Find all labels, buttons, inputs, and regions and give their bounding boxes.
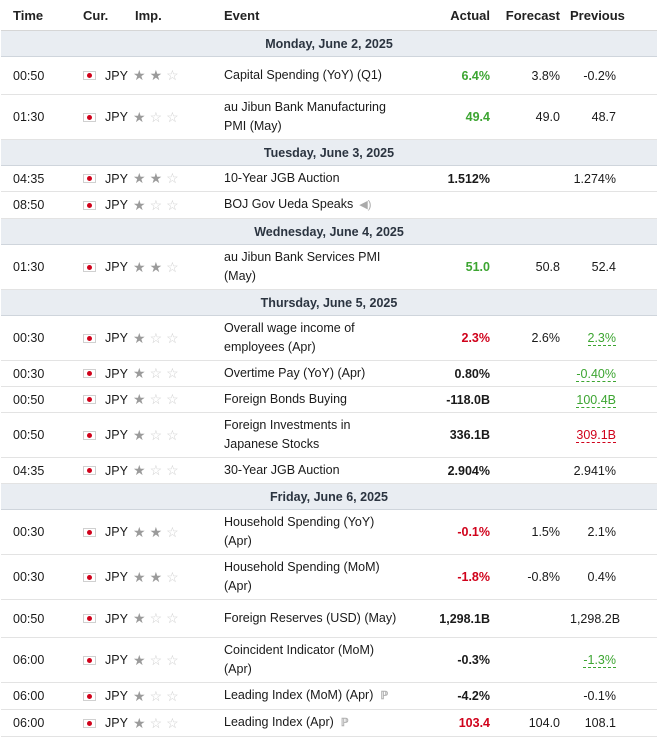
header-actual[interactable]: Actual xyxy=(402,0,498,31)
previous-cell xyxy=(570,413,657,458)
actual-value: 49.4 xyxy=(402,95,498,140)
importance-stars xyxy=(133,638,224,683)
forecast-value: 2.6% xyxy=(498,316,570,361)
currency-cell xyxy=(69,683,133,710)
forecast-value xyxy=(498,387,570,413)
star-empty-icon: ☆ xyxy=(166,67,183,83)
currency xyxy=(69,464,133,478)
japan-flag-icon xyxy=(83,614,96,623)
actual-value: 0.80% xyxy=(402,361,498,387)
currency xyxy=(69,198,133,212)
previous-value: 2.941% xyxy=(573,463,616,478)
day-header-label: Friday, June 6, 2025 xyxy=(1,484,657,510)
event-row[interactable] xyxy=(1,458,657,484)
header-currency[interactable]: Cur. xyxy=(69,0,133,31)
japan-flag-icon xyxy=(83,573,96,582)
event-row[interactable] xyxy=(1,710,657,737)
event-row[interactable] xyxy=(1,361,657,387)
header-forecast[interactable]: Forecast xyxy=(498,0,570,31)
actual-value: 6.4% xyxy=(402,57,498,95)
previous-value: -0.1% xyxy=(583,689,616,703)
currency-cell xyxy=(69,57,133,95)
actual-value: -118.0B xyxy=(402,387,498,413)
importance-stars xyxy=(133,166,224,192)
forecast-value: 1.5% xyxy=(498,510,570,555)
actual-value: 1,298.1B xyxy=(402,600,498,638)
forecast-value xyxy=(498,166,570,192)
header-row xyxy=(1,0,657,31)
event-row[interactable] xyxy=(1,95,657,140)
actual-value: 336.1B xyxy=(402,413,498,458)
currency xyxy=(69,428,133,442)
star-filled-icon: ★ xyxy=(133,610,150,626)
header-event[interactable]: Event xyxy=(224,0,402,31)
forecast-value xyxy=(498,638,570,683)
event-title[interactable]: 30-Year JGB Auction xyxy=(224,463,340,477)
currency-code: JPY xyxy=(105,653,128,667)
event-title[interactable]: Overall wage income of employees (Apr) xyxy=(224,321,355,354)
actual-value: 51.0 xyxy=(402,245,498,290)
previous-cell xyxy=(570,683,657,710)
day-header-row xyxy=(1,219,657,245)
event-name[interactable] xyxy=(224,387,402,413)
star-filled-icon: ★ xyxy=(149,523,167,540)
event-name[interactable] xyxy=(224,413,402,458)
actual-value: 2.904% xyxy=(402,458,498,484)
event-name[interactable] xyxy=(224,57,402,95)
event-row[interactable] xyxy=(1,683,657,710)
star-empty-icon: ☆ xyxy=(166,714,183,731)
currency-code: JPY xyxy=(105,331,128,345)
currency-code: JPY xyxy=(105,366,128,381)
star-empty-icon: ☆ xyxy=(166,462,183,478)
day-header-row xyxy=(1,140,657,166)
japan-flag-icon xyxy=(83,201,96,210)
japan-flag-icon xyxy=(83,71,96,80)
event-name[interactable] xyxy=(224,316,402,361)
japan-flag-icon xyxy=(83,431,96,440)
previous-cell xyxy=(570,166,657,192)
currency xyxy=(69,525,133,539)
currency xyxy=(69,172,133,186)
currency-cell xyxy=(69,192,133,219)
currency-cell xyxy=(69,413,133,458)
event-name[interactable] xyxy=(224,245,402,290)
japan-flag-icon xyxy=(83,692,96,701)
star-filled-icon: ★ xyxy=(133,67,150,83)
currency xyxy=(69,367,133,381)
importance-stars xyxy=(133,683,224,710)
star-filled-icon: ★ xyxy=(133,258,150,275)
previous-cell xyxy=(570,458,657,484)
event-time: 08:50 xyxy=(1,192,69,219)
event-row[interactable] xyxy=(1,166,657,192)
event-title[interactable]: au Jibun Bank Manufacturing PMI (May) xyxy=(224,100,386,133)
actual-value xyxy=(402,192,498,219)
currency-cell xyxy=(69,600,133,638)
currency-code: JPY xyxy=(105,525,128,539)
currency-cell xyxy=(69,458,133,484)
star-filled-icon: ★ xyxy=(133,568,150,585)
currency xyxy=(69,653,133,667)
forecast-value xyxy=(498,361,570,387)
currency xyxy=(69,570,133,584)
forecast-value: 104.0 xyxy=(498,710,570,737)
event-title[interactable]: BOJ Gov Ueda Speaks xyxy=(224,197,354,211)
japan-flag-icon xyxy=(83,395,96,404)
previous-cell xyxy=(570,600,657,638)
importance-stars xyxy=(133,95,224,140)
star-empty-icon: ☆ xyxy=(166,170,183,186)
currency-code: JPY xyxy=(105,110,128,124)
event-row[interactable] xyxy=(1,510,657,555)
previous-value[interactable]: 2.3% xyxy=(587,331,616,345)
day-header-label: Thursday, June 5, 2025 xyxy=(1,290,657,316)
star-filled-icon: ★ xyxy=(133,329,150,346)
previous-value: 2.1% xyxy=(587,525,616,539)
currency-code: JPY xyxy=(105,716,128,730)
star-filled-icon: ★ xyxy=(133,687,150,704)
importance-stars xyxy=(133,710,224,737)
importance-stars xyxy=(133,413,224,458)
importance-stars xyxy=(133,387,224,413)
importance-stars xyxy=(133,600,224,638)
star-filled-icon: ★ xyxy=(133,196,150,213)
previous-cell xyxy=(570,57,657,95)
star-empty-icon: ☆ xyxy=(149,462,167,478)
event-time: 06:00 xyxy=(1,683,69,710)
forecast-value xyxy=(498,458,570,484)
star-filled-icon: ★ xyxy=(149,258,167,275)
event-title[interactable]: au Jibun Bank Services PMI (May) xyxy=(224,250,381,283)
star-empty-icon: ☆ xyxy=(166,426,183,443)
importance-stars xyxy=(133,458,224,484)
currency xyxy=(69,612,133,626)
currency xyxy=(69,716,133,730)
star-filled-icon: ★ xyxy=(149,67,167,83)
currency-cell xyxy=(69,95,133,140)
previous-value: 108.1 xyxy=(584,716,616,730)
importance-stars xyxy=(133,555,224,600)
event-name[interactable] xyxy=(224,95,402,140)
star-empty-icon: ☆ xyxy=(149,108,167,125)
currency xyxy=(69,689,133,703)
event-name[interactable] xyxy=(224,683,402,710)
previous-cell xyxy=(570,510,657,555)
speaker-icon: ◀) xyxy=(359,199,372,211)
currency xyxy=(69,110,133,124)
currency-cell xyxy=(69,710,133,737)
event-time: 00:30 xyxy=(1,361,69,387)
actual-value: 2.3% xyxy=(402,316,498,361)
event-name[interactable] xyxy=(224,710,402,737)
actual-value: 1.512% xyxy=(402,166,498,192)
forecast-value: 49.0 xyxy=(498,95,570,140)
event-title[interactable]: Capital Spending (YoY) (Q1) xyxy=(224,68,382,82)
previous-value: 48.7 xyxy=(591,110,616,124)
event-name[interactable] xyxy=(224,510,402,555)
event-row[interactable] xyxy=(1,638,657,683)
currency-code: JPY xyxy=(105,570,128,584)
event-title[interactable]: Leading Index (Apr) xyxy=(224,715,334,729)
currency-cell xyxy=(69,245,133,290)
currency-code: JPY xyxy=(105,171,128,186)
importance-stars xyxy=(133,192,224,219)
japan-flag-icon xyxy=(83,528,96,537)
event-time: 00:50 xyxy=(1,600,69,638)
currency xyxy=(69,69,133,83)
forecast-value: -0.8% xyxy=(498,555,570,600)
star-filled-icon: ★ xyxy=(133,462,150,478)
previous-value: -0.2% xyxy=(583,68,616,83)
preliminary-icon: ℙ xyxy=(340,717,349,729)
importance-stars xyxy=(133,245,224,290)
event-time: 04:35 xyxy=(1,458,69,484)
day-header-label: Wednesday, June 4, 2025 xyxy=(1,219,657,245)
japan-flag-icon xyxy=(83,263,96,272)
forecast-value xyxy=(498,413,570,458)
forecast-value xyxy=(498,683,570,710)
event-time: 06:00 xyxy=(1,710,69,737)
currency-code: JPY xyxy=(105,198,128,212)
previous-value[interactable]: -1.3% xyxy=(583,653,616,667)
star-empty-icon: ☆ xyxy=(166,651,183,668)
currency xyxy=(69,393,133,407)
event-row[interactable] xyxy=(1,600,657,638)
star-empty-icon: ☆ xyxy=(166,391,183,407)
star-filled-icon: ★ xyxy=(149,170,167,186)
currency-code: JPY xyxy=(105,463,128,478)
event-row[interactable] xyxy=(1,555,657,600)
previous-value: 1.274% xyxy=(573,171,616,186)
event-row[interactable] xyxy=(1,57,657,95)
forecast-value xyxy=(498,192,570,219)
actual-value: 103.4 xyxy=(402,710,498,737)
event-time: 01:30 xyxy=(1,245,69,290)
event-title[interactable]: Household Spending (YoY) (Apr) xyxy=(224,515,375,548)
previous-value[interactable]: 309.1B xyxy=(576,428,616,442)
actual-value: -1.8% xyxy=(402,555,498,600)
event-name[interactable] xyxy=(224,555,402,600)
importance-stars xyxy=(133,316,224,361)
event-title[interactable]: Leading Index (MoM) (Apr) xyxy=(224,688,374,702)
japan-flag-icon xyxy=(83,113,96,122)
star-empty-icon: ☆ xyxy=(166,523,183,540)
event-row[interactable] xyxy=(1,192,657,219)
forecast-value: 50.8 xyxy=(498,245,570,290)
previous-value[interactable]: -0.40% xyxy=(576,366,616,381)
importance-stars xyxy=(133,510,224,555)
event-time: 06:00 xyxy=(1,638,69,683)
previous-cell xyxy=(570,361,657,387)
star-empty-icon: ☆ xyxy=(149,365,167,381)
previous-cell xyxy=(570,316,657,361)
star-empty-icon: ☆ xyxy=(166,365,183,381)
day-header-label: Monday, June 2, 2025 xyxy=(1,31,657,57)
event-name[interactable] xyxy=(224,361,402,387)
event-name[interactable] xyxy=(224,638,402,683)
japan-flag-icon xyxy=(83,369,96,378)
star-empty-icon: ☆ xyxy=(166,196,183,213)
header-time[interactable]: Time xyxy=(1,0,69,31)
day-header-row xyxy=(1,290,657,316)
event-name[interactable] xyxy=(224,192,402,219)
actual-value: -4.2% xyxy=(402,683,498,710)
economic-calendar-table xyxy=(1,0,657,737)
star-filled-icon: ★ xyxy=(133,714,150,731)
event-row[interactable] xyxy=(1,387,657,413)
previous-cell xyxy=(570,245,657,290)
star-empty-icon: ☆ xyxy=(149,391,167,407)
day-header-label: Tuesday, June 3, 2025 xyxy=(1,140,657,166)
previous-cell xyxy=(570,387,657,413)
currency-cell xyxy=(69,316,133,361)
star-empty-icon: ☆ xyxy=(149,610,167,626)
star-filled-icon: ★ xyxy=(133,108,150,125)
star-empty-icon: ☆ xyxy=(166,687,183,704)
currency-code: JPY xyxy=(105,260,128,274)
forecast-value xyxy=(498,600,570,638)
event-title[interactable]: Coincident Indicator (MoM) (Apr) xyxy=(224,643,375,676)
star-empty-icon: ☆ xyxy=(166,329,183,346)
event-row[interactable] xyxy=(1,316,657,361)
importance-stars xyxy=(133,361,224,387)
event-row[interactable] xyxy=(1,245,657,290)
importance-stars xyxy=(133,57,224,95)
currency-code: JPY xyxy=(105,611,128,626)
currency xyxy=(69,331,133,345)
day-header-row xyxy=(1,31,657,57)
previous-value[interactable]: 100.4B xyxy=(576,392,616,407)
event-title[interactable]: Foreign Bonds Buying xyxy=(224,392,347,406)
star-filled-icon: ★ xyxy=(133,523,150,540)
forecast-value: 3.8% xyxy=(498,57,570,95)
header-importance[interactable]: Imp. xyxy=(133,0,224,31)
previous-value: 0.4% xyxy=(587,570,616,584)
event-time: 01:30 xyxy=(1,95,69,140)
previous-cell xyxy=(570,710,657,737)
star-empty-icon: ☆ xyxy=(149,687,167,704)
event-time: 00:30 xyxy=(1,555,69,600)
header-previous[interactable]: Previous xyxy=(570,0,657,31)
star-filled-icon: ★ xyxy=(133,365,150,381)
previous-cell xyxy=(570,95,657,140)
actual-value: -0.1% xyxy=(402,510,498,555)
star-filled-icon: ★ xyxy=(133,391,150,407)
star-filled-icon: ★ xyxy=(133,170,150,186)
event-title[interactable]: 10-Year JGB Auction xyxy=(224,171,340,185)
event-time: 04:35 xyxy=(1,166,69,192)
star-filled-icon: ★ xyxy=(149,568,167,585)
star-empty-icon: ☆ xyxy=(166,610,183,626)
event-name[interactable] xyxy=(224,166,402,192)
japan-flag-icon xyxy=(83,174,96,183)
currency-code: JPY xyxy=(105,68,128,83)
star-empty-icon: ☆ xyxy=(149,714,167,731)
calendar-body xyxy=(1,31,657,737)
event-name[interactable] xyxy=(224,458,402,484)
currency-cell xyxy=(69,166,133,192)
star-empty-icon: ☆ xyxy=(149,651,167,668)
star-empty-icon: ☆ xyxy=(166,108,183,125)
event-time: 00:50 xyxy=(1,57,69,95)
currency xyxy=(69,260,133,274)
currency-cell xyxy=(69,387,133,413)
star-empty-icon: ☆ xyxy=(149,426,167,443)
currency-cell xyxy=(69,361,133,387)
japan-flag-icon xyxy=(83,334,96,343)
japan-flag-icon xyxy=(83,656,96,665)
event-title[interactable]: Foreign Reserves (USD) (May) xyxy=(224,611,397,625)
event-time: 00:30 xyxy=(1,316,69,361)
event-title[interactable]: Foreign Investments in Japanese Stocks xyxy=(224,418,351,451)
event-time: 00:50 xyxy=(1,413,69,458)
star-empty-icon: ☆ xyxy=(149,329,167,346)
star-empty-icon: ☆ xyxy=(149,196,167,213)
event-time: 00:30 xyxy=(1,510,69,555)
star-filled-icon: ★ xyxy=(133,426,150,443)
previous-cell xyxy=(570,638,657,683)
previous-value: 52.4 xyxy=(591,260,616,274)
preliminary-icon: ℙ xyxy=(380,690,389,702)
previous-cell xyxy=(570,555,657,600)
event-title[interactable]: Overtime Pay (YoY) (Apr) xyxy=(224,366,366,380)
currency-code: JPY xyxy=(105,689,128,703)
previous-value: 1,298.2B xyxy=(570,611,621,626)
japan-flag-icon xyxy=(83,466,96,475)
currency-code: JPY xyxy=(105,428,128,442)
currency-cell xyxy=(69,510,133,555)
event-name[interactable] xyxy=(224,600,402,638)
event-time: 00:50 xyxy=(1,387,69,413)
japan-flag-icon xyxy=(83,719,96,728)
actual-value: -0.3% xyxy=(402,638,498,683)
currency-code: JPY xyxy=(105,392,128,407)
day-header-row xyxy=(1,484,657,510)
star-empty-icon: ☆ xyxy=(166,258,183,275)
event-row[interactable] xyxy=(1,413,657,458)
currency-cell xyxy=(69,555,133,600)
star-filled-icon: ★ xyxy=(133,651,150,668)
previous-cell xyxy=(570,192,657,219)
event-title[interactable]: Household Spending (MoM) (Apr) xyxy=(224,560,380,593)
star-empty-icon: ☆ xyxy=(166,568,183,585)
currency-cell xyxy=(69,638,133,683)
